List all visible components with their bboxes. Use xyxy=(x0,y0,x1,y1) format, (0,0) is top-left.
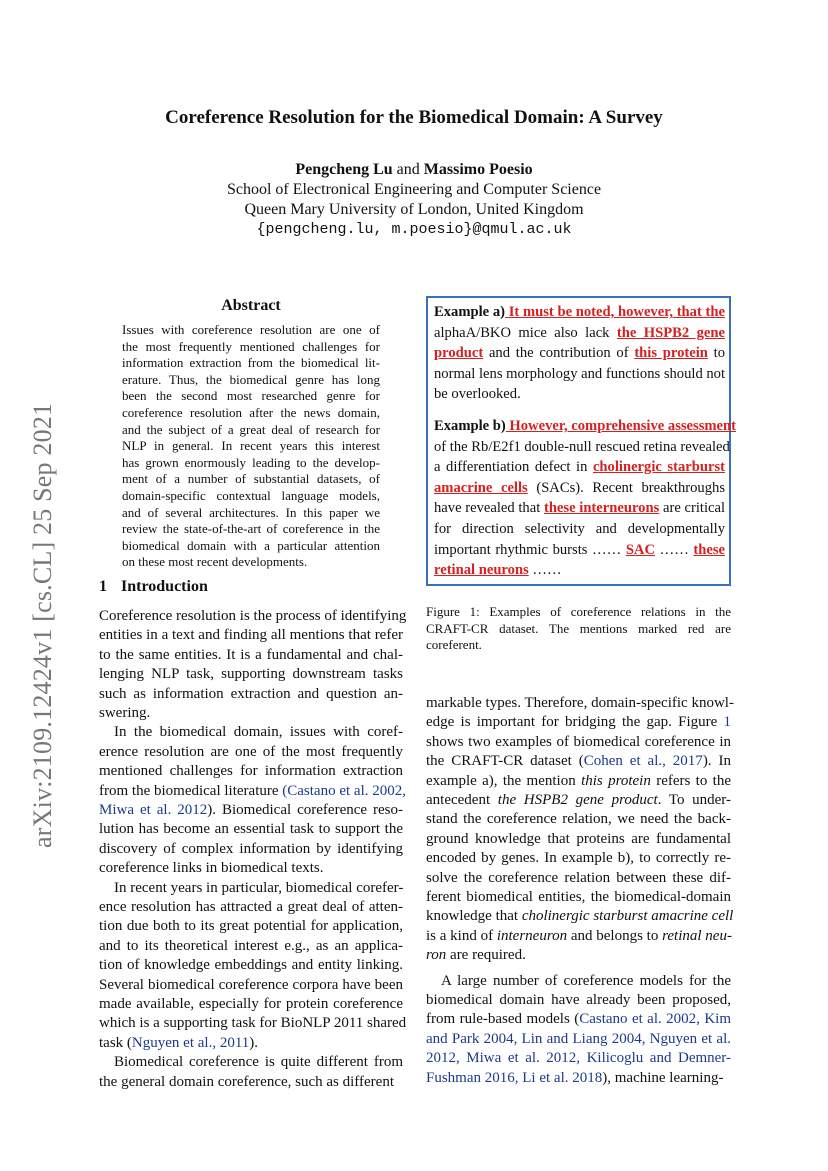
intro-right-line xyxy=(426,991,731,1010)
abstract-line: on these most recent developments. xyxy=(122,554,308,570)
abstract-line: erature. Thus, the biomedical genre has long xyxy=(122,371,380,387)
figure-example-line xyxy=(434,478,725,499)
intro-left-line xyxy=(99,762,403,781)
intro-left-line xyxy=(99,704,403,723)
coreferent-mention: retinal neurons xyxy=(434,562,529,579)
figure-example-line xyxy=(434,519,725,540)
text-span: ence resolution has attracted a great deal of atten- xyxy=(99,899,403,915)
text-span: are required. xyxy=(446,947,526,964)
intro-left-line xyxy=(99,626,403,645)
intro-left-line xyxy=(99,956,403,975)
intro-left-line xyxy=(99,898,403,917)
example-label: Example b) xyxy=(434,418,506,434)
text-span: a differentiation defect in xyxy=(434,459,593,476)
intro-left-line xyxy=(99,1034,403,1053)
coreferent-mention: the HSPB2 gene xyxy=(616,324,725,341)
text-span: …… xyxy=(528,562,562,579)
example-label: Example a) xyxy=(434,304,505,320)
intro-right-line xyxy=(426,1049,731,1068)
text-span: is a kind of xyxy=(426,927,497,944)
text-span: refers to the xyxy=(650,772,732,789)
abstract-line: ment of a number of substantial datasets, of xyxy=(122,471,380,487)
text-span: are critical xyxy=(659,500,726,517)
text-span: swering. xyxy=(99,705,151,721)
coreferent-mention: product xyxy=(434,345,484,362)
intro-right-line xyxy=(426,733,731,752)
caption-line: coreferent. xyxy=(426,637,482,653)
italic-term: retinal neu- xyxy=(662,927,732,944)
text-span: important rhythmic bursts …… xyxy=(434,541,626,558)
intro-right-line xyxy=(426,1069,731,1088)
abstract-line: and of several architectures. In this paper we xyxy=(122,504,380,520)
intro-left-line xyxy=(99,995,403,1014)
text-span: from rule-based models ( xyxy=(426,1011,580,1028)
italic-term: interneuron xyxy=(496,927,568,944)
abstract-heading: Abstract xyxy=(221,297,281,314)
text-span: ). xyxy=(249,1034,259,1051)
text-span: alphaA/BKO mice also lack xyxy=(434,324,617,341)
text-span: the CRAFT-CR dataset ( xyxy=(426,753,584,770)
text-span: to the same entities. It is a fundamental and chal- xyxy=(99,646,403,663)
italic-term: ron xyxy=(426,947,447,964)
text-span: entities in a text and finding all mentions that refer xyxy=(99,627,403,644)
text-span: example a), the mention xyxy=(426,772,582,789)
text-span: knowledge that xyxy=(426,908,522,925)
coreferent-mention: these interneurons xyxy=(543,500,660,517)
abstract-line: Issues with coreference resolution are one of xyxy=(122,322,380,337)
figure-example-line xyxy=(434,540,725,561)
abstract-line: has grown enormously leading to the develop- xyxy=(122,454,380,470)
author-email: {pengcheng.lu, m.poesio}@qmul.ac.uk xyxy=(256,221,572,238)
figure-1-example-box xyxy=(426,296,736,586)
text-span: such as information extraction and question an- xyxy=(99,685,403,702)
text-span: ground knowledge that proteins are fundamental xyxy=(426,830,731,847)
affiliation-line-1: School of Electronical Engineering and Computer Science xyxy=(226,181,602,198)
figure-example-line xyxy=(434,323,725,344)
text-span: biomedical domain have already been proposed, xyxy=(426,992,731,1008)
intro-right-line xyxy=(426,849,731,868)
intro-left-line xyxy=(99,723,403,742)
text-span: (SACs). Recent breakthroughs xyxy=(527,479,725,496)
text-span: and the contribution of xyxy=(483,345,635,362)
figure-example-line xyxy=(434,457,725,478)
text-span: and to its theoretical interest e.g., as an applica- xyxy=(99,937,403,954)
intro-right-line xyxy=(426,713,731,732)
abstract-line: NLP in general. In recent years this interest xyxy=(122,438,380,454)
intro-left-line xyxy=(99,937,403,956)
text-span: stand the coreference relation, we need the back- xyxy=(426,811,731,828)
text-span: …… xyxy=(655,541,694,558)
coreferent-mention: amacrine cells xyxy=(434,479,528,496)
intro-right-line xyxy=(426,869,731,888)
figure-example-line xyxy=(434,343,725,364)
text-span: ). In xyxy=(702,753,731,770)
intro-left-line xyxy=(99,1053,403,1072)
text-span: shows two examples of biomedical coreference in xyxy=(426,733,731,750)
figure-example-line xyxy=(434,364,725,385)
text-span: and belongs to xyxy=(567,927,663,944)
text-span: erence resolution are one of the most frequently xyxy=(99,743,403,760)
intro-right-line xyxy=(426,1010,731,1029)
italic-term: cholinergic starburst amacrine cell xyxy=(521,908,734,925)
text-span: . To under- xyxy=(657,792,731,808)
intro-left-line xyxy=(99,607,407,626)
coreferent-mention: these xyxy=(693,541,725,558)
italic-term: the HSPB2 gene product xyxy=(497,792,658,808)
coreferent-mention: However, comprehensive assessment xyxy=(505,418,736,434)
citation-link[interactable]: 2012, Miwa et al. 2012, Kilicoglu and Demner- xyxy=(426,1050,731,1067)
text-span: made available, especially for protein coreference xyxy=(99,996,403,1012)
text-span: for direction selectivity and developmentally xyxy=(434,521,725,537)
intro-right-line xyxy=(426,791,731,810)
citation-link[interactable]: Miwa et al. 2012 xyxy=(99,802,208,818)
coreferent-mention: It must be noted, however, that the xyxy=(505,304,725,320)
intro-right-line xyxy=(426,888,731,907)
text-span: markable types. Therefore, domain-specific knowl- xyxy=(426,695,734,711)
intro-left-line xyxy=(99,782,406,801)
text-span: discovery of complex information by identifying xyxy=(99,840,403,857)
affiliation-line-2: Queen Mary University of London, United Kingdom xyxy=(244,201,584,218)
section-heading-introduction xyxy=(99,578,208,596)
paper-title: Coreference Resolution for the Biomedical Domain: A Survey xyxy=(165,107,663,128)
intro-left-line xyxy=(99,840,403,859)
text-span: task ( xyxy=(99,1034,132,1051)
text-span: be overlooked. xyxy=(434,386,521,403)
citation-link[interactable]: Cohen et al., 2017 xyxy=(583,753,703,770)
text-span: of the Rb/E2f1 double-null rescued retina revealed xyxy=(434,438,730,455)
text-span: ). Biomedical coreference reso- xyxy=(207,802,403,818)
text-span: edge is important for bridging the gap. Figure xyxy=(426,714,724,731)
text-span: mentioned challenges for information extraction xyxy=(99,763,403,780)
caption-line: CRAFT-CR dataset. The mentions marked red are xyxy=(426,620,731,636)
text-span: which is a supporting task for BioNLP 2011 shared xyxy=(99,1015,407,1032)
intro-left-line xyxy=(99,879,403,898)
section-number: 1 xyxy=(99,578,107,595)
arxiv-identifier-stamp: arXiv:2109.12424v1 [cs.CL] 25 Sep 2021 xyxy=(28,402,57,848)
abstract-line: review the state-of-the-art of coreference in the xyxy=(122,521,380,537)
text-span: ), machine learning- xyxy=(602,1069,724,1086)
intro-right-line xyxy=(426,946,731,965)
text-span: In recent years in particular, biomedical corefer- xyxy=(114,879,404,896)
caption-line: Figure 1: Examples of coreference relations in the xyxy=(426,604,731,619)
abstract-line: coreference resolution after the news domain, xyxy=(122,405,380,420)
author-1: Pengcheng Lu xyxy=(295,161,393,178)
figure-example-line xyxy=(434,384,725,405)
figure-example-line xyxy=(434,560,725,581)
intro-right-line xyxy=(426,694,734,713)
figure-example-line xyxy=(434,498,725,519)
coreferent-mention: cholinergic starburst xyxy=(592,459,725,476)
intro-right-line xyxy=(426,772,731,791)
abstract-line: been the second most researched genre for xyxy=(122,388,380,404)
intro-left-line xyxy=(99,665,403,684)
figure-example-line xyxy=(434,437,730,458)
intro-left-line xyxy=(99,820,403,839)
text-span: the general domain coreference, such as different xyxy=(99,1073,394,1090)
text-span: normal lens morphology and functions should not xyxy=(434,365,726,382)
abstract-line: information extraction from the biomedical lit- xyxy=(122,355,380,371)
text-span: A large number of coreference models for the xyxy=(441,972,731,989)
intro-left-line xyxy=(99,1014,407,1033)
text-span: encoded by genes. In example b), to correctly re- xyxy=(426,850,731,867)
text-span: from the biomedical literature xyxy=(99,782,283,799)
author-line xyxy=(0,160,828,180)
citation-link[interactable]: Nguyen et al., 2011 xyxy=(131,1034,250,1051)
intro-right-line xyxy=(426,907,734,926)
text-span: coreference links in biomedical texts. xyxy=(99,860,324,877)
intro-right-line xyxy=(426,1030,731,1049)
intro-left-line xyxy=(99,685,403,704)
intro-right-line xyxy=(426,972,731,991)
text-span: Coreference resolution is the process of identifying xyxy=(99,608,407,624)
coreferent-mention: SAC xyxy=(625,541,656,558)
text-span: In the biomedical domain, issues with coref- xyxy=(114,724,403,741)
intro-left-line xyxy=(99,917,403,936)
citation-link[interactable]: (Castano et al. 2002, xyxy=(282,782,406,799)
text-span: tion of knowledge embeddings and entity linking. xyxy=(99,957,403,974)
abstract-line: and the subject of a great deal of research for xyxy=(122,421,380,437)
citation-link[interactable]: Fushman 2016, Li et al. 2018 xyxy=(426,1069,603,1086)
text-span: Several biomedical coreference corpora have been xyxy=(99,976,403,993)
abstract-line: domain-specific contextual language models, xyxy=(122,488,380,503)
text-span: lenging NLP task, supporting downstream tasks xyxy=(99,666,403,683)
intro-left-line xyxy=(99,743,403,762)
intro-left-line xyxy=(99,801,403,820)
text-span: antecedent xyxy=(426,792,498,808)
intro-right-line xyxy=(426,752,731,771)
section-title: Introduction xyxy=(121,578,208,595)
text-span: Biomedical coreference is quite different from xyxy=(114,1054,403,1071)
text-span: ferent biomedical entities, the biomedical-domain xyxy=(426,889,731,905)
intro-left-line xyxy=(99,646,403,665)
intro-right-line xyxy=(426,810,731,829)
abstract-line: the most frequently mentioned challenges for xyxy=(122,338,380,354)
text-span: have revealed that xyxy=(434,500,544,517)
citation-link[interactable]: and Park 2004, Lin and Liang 2004, Nguyen et al. xyxy=(426,1030,731,1047)
text-span: to xyxy=(707,345,725,362)
intro-left-line xyxy=(99,976,403,995)
author-2: Massimo Poesio xyxy=(423,161,533,178)
intro-right-line xyxy=(426,927,731,946)
italic-term: this protein xyxy=(581,772,651,789)
text-span: tion due both to its great potential for application, xyxy=(99,918,403,935)
figure-example-line xyxy=(434,302,725,323)
figure-example-line xyxy=(434,416,736,437)
text-span: solve the coreference relation between these dif- xyxy=(426,869,731,886)
intro-left-line xyxy=(99,1073,403,1092)
intro-left-line xyxy=(99,859,403,878)
abstract-line: biomedical domain with a particular attention xyxy=(122,537,380,553)
intro-right-line xyxy=(426,830,731,849)
text-span: lution has become an essential task to support the xyxy=(99,821,403,838)
coreferent-mention: this protein xyxy=(634,345,708,362)
citation-link[interactable]: 1 xyxy=(723,714,731,731)
author-conjunction: and xyxy=(396,161,420,178)
citation-link[interactable]: Castano et al. 2002, Kim xyxy=(579,1011,731,1028)
